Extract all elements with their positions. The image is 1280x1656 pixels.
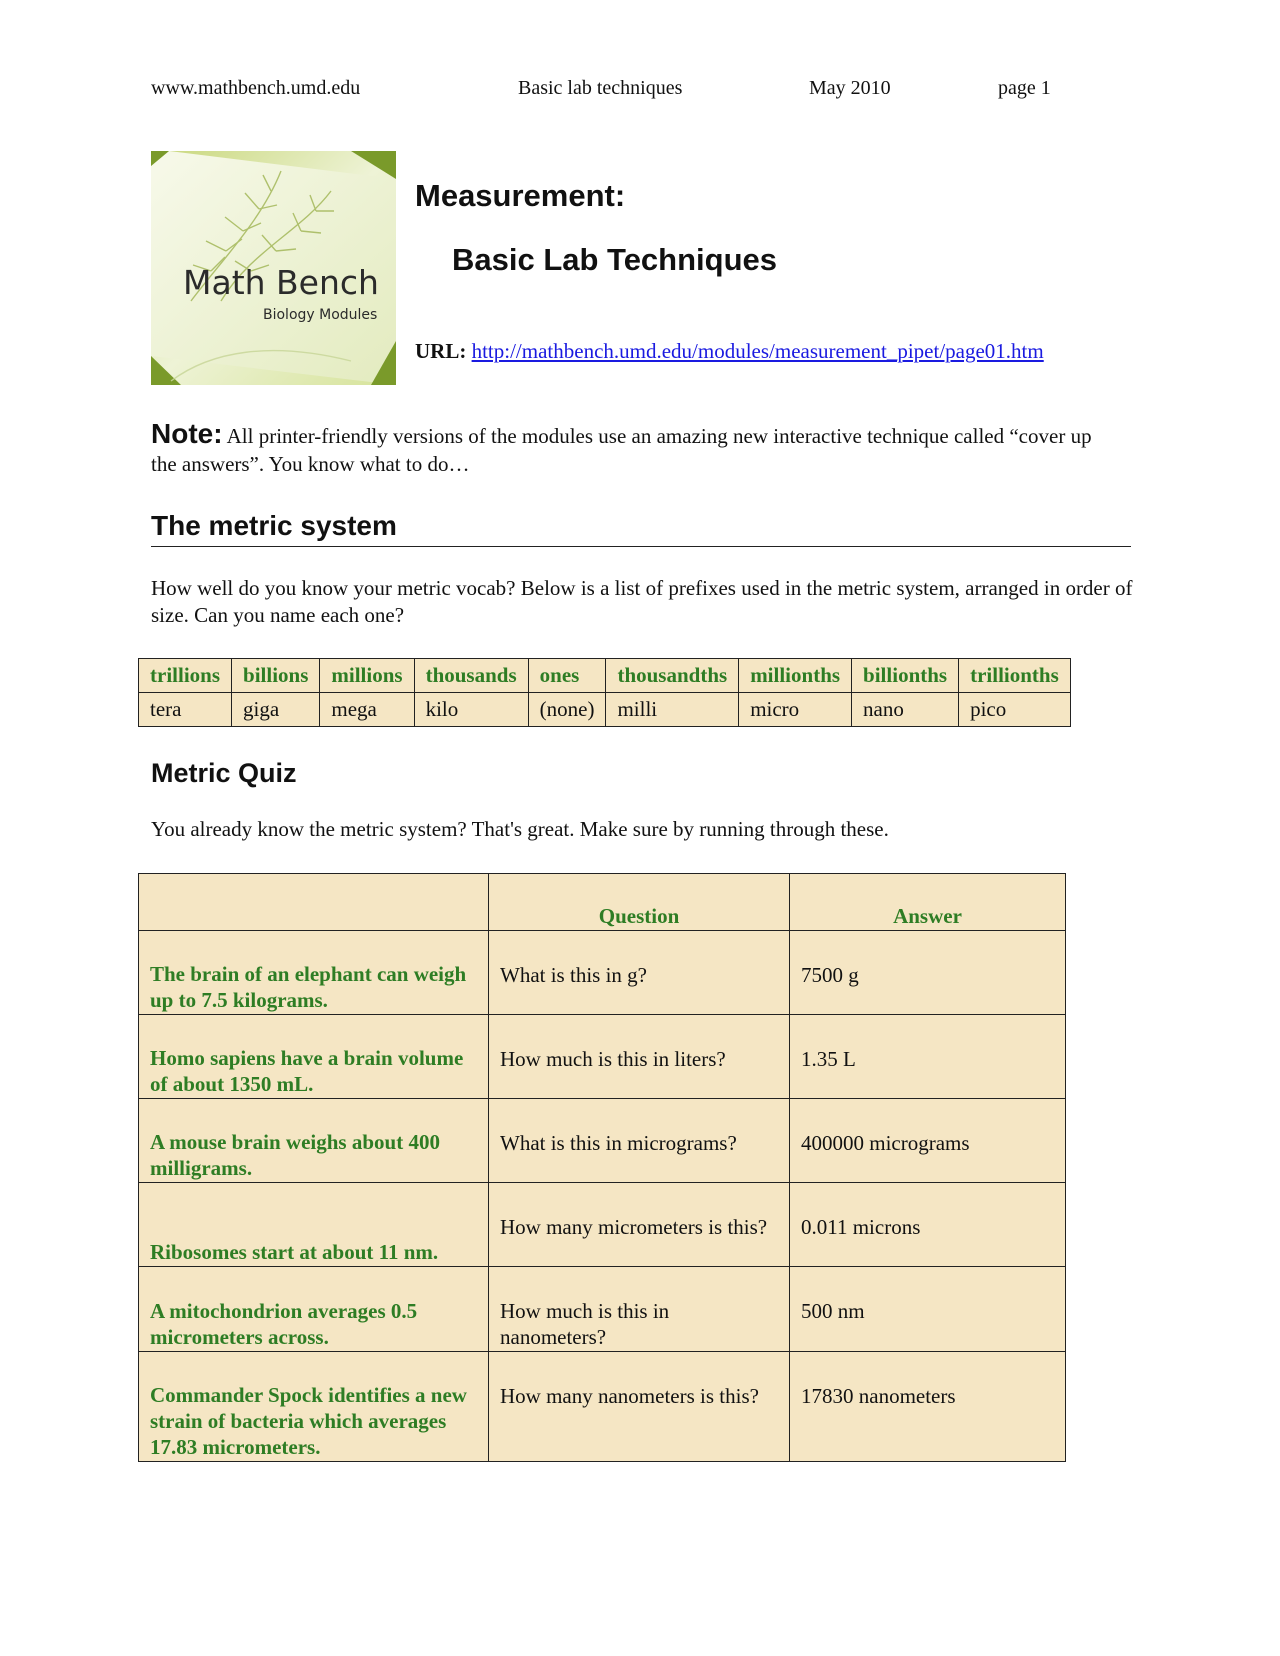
quiz-statement: A mitochondrion averages 0.5 micrometers across. [139,1267,489,1352]
quiz-statement: Homo sapiens have a brain volume of about 1350 mL. [139,1015,489,1099]
prefix-table-row [139,693,1071,727]
module-url-link[interactable]: http://mathbench.umd.edu/modules/measurement_pipet/page01.htm [471,339,1044,363]
prefix-header-cell: thousandths [606,659,739,693]
quiz-row [139,1099,1066,1183]
prefix-table-header-row [139,659,1071,693]
prefix-header-cell: billions [232,659,320,693]
quiz-question: How much is this in liters? [489,1015,790,1099]
page-subtitle: Basic Lab Techniques [452,242,778,277]
prefix-header-cell: trillions [139,659,232,693]
prefix-cell: (none) [528,693,606,727]
quiz-question: How much is this in nanometers? [489,1267,790,1352]
header-topic: Basic lab techniques [518,77,683,99]
quiz-row [139,1267,1066,1352]
prefix-header-cell: ones [528,659,606,693]
quiz-question: How many micrometers is this? [489,1183,790,1267]
logo-name: Math Bench [183,263,379,302]
metric-quiz-heading: Metric Quiz [151,758,297,788]
prefix-header-cell: millionths [739,659,852,693]
quiz-question: What is this in micrograms? [489,1099,790,1183]
note-label: Note: [151,418,223,449]
quiz-row [139,1352,1066,1462]
prefix-cell: milli [606,693,739,727]
prefix-header-cell: trillionths [959,659,1071,693]
quiz-answer: 7500 g [790,931,1066,1015]
quiz-statement: The brain of an elephant can weigh up to 7.5 kilograms. [139,931,489,1015]
url-label: URL: [415,339,467,363]
quiz-answer: 500 nm [790,1267,1066,1352]
quiz-answer: 0.011 microns [790,1183,1066,1267]
quiz-statement: Commander Spock identifies a new strain of bacteria which averages 17.83 micrometers. [139,1352,489,1462]
prefix-cell: giga [232,693,320,727]
math-bench-logo [151,151,396,385]
quiz-table [138,873,1066,1462]
quiz-header-question: Question [489,874,790,931]
quiz-header-blank [139,874,489,931]
header-site: www.mathbench.umd.edu [151,77,361,99]
page-title: Measurement: [415,178,626,213]
prefix-cell: tera [139,693,232,727]
quiz-row [139,1183,1066,1267]
quiz-answer: 400000 micrograms [790,1099,1066,1183]
quiz-answer: 17830 nanometers [790,1352,1066,1462]
prefix-header-cell: millions [320,659,414,693]
metric-system-heading: The metric system [151,508,1131,547]
metric-intro: How well do you know your metric vocab? Below is a list of prefixes used in the metric system, arranged in order of size. Can you name each one? [151,576,1133,627]
quiz-header-row [139,874,1066,931]
prefix-table [138,658,1071,727]
header-date: May 2010 [809,77,891,99]
header-page-number: page 1 [998,77,1051,99]
prefix-cell: pico [959,693,1071,727]
prefix-cell: nano [852,693,959,727]
url-line [415,338,1044,364]
quiz-statement: Ribosomes start at about 11 nm. [139,1183,489,1267]
quiz-row [139,931,1066,1015]
quiz-question: How many nanometers is this? [489,1352,790,1462]
prefix-cell: micro [739,693,852,727]
quiz-question: What is this in g? [489,931,790,1015]
quiz-header-answer: Answer [790,874,1066,931]
quiz-answer: 1.35 L [790,1015,1066,1099]
prefix-header-cell: billionths [852,659,959,693]
prefix-cell: kilo [414,693,528,727]
prefix-cell: mega [320,693,414,727]
note-text: All printer-friendly versions of the modules use an amazing new interactive technique called “cover up the answers”. You know what to do… [151,424,1092,476]
quiz-intro: You already know the metric system? That's great. Make sure by running through these. [151,817,889,841]
quiz-row [139,1015,1066,1099]
note-paragraph [151,420,1096,478]
quiz-statement: A mouse brain weighs about 400 milligrams. [139,1099,489,1183]
prefix-header-cell: thousands [414,659,528,693]
logo-subtitle: Biology Modules [263,307,378,323]
